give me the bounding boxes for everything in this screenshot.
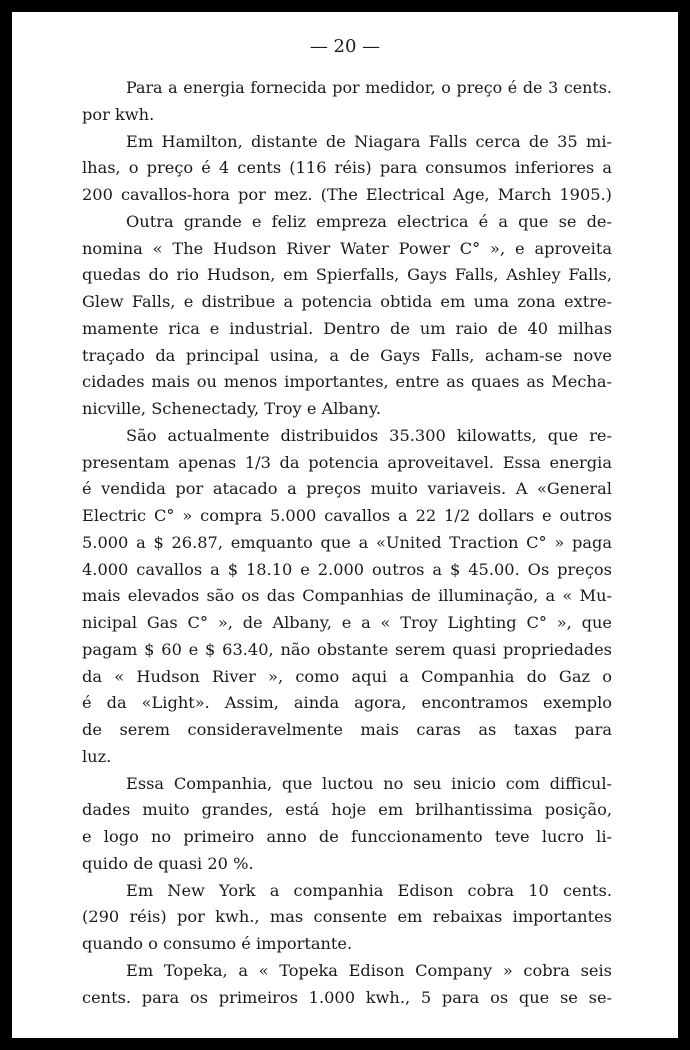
text-line: Outra grande e feliz empreza electrica é a que se de- [126, 211, 612, 231]
text-line: presentam apenas 1/3 da potencia aproveitavel. Essa energia [82, 452, 612, 472]
text-line: lhas, o preço é 4 cents (116 réis) para consumos inferiores a [82, 158, 612, 178]
text-line: Em Hamilton, distante de Niagara Falls cerca de 35 mi- [126, 131, 612, 151]
text-line: é vendida por atacado a preços muito variaveis. A «General [82, 479, 612, 499]
text-line: 5.000 a $ 26.87, emquanto que a «United Traction C° » paga [82, 532, 612, 552]
text-line: cents. para os primeiros 1.000 kwh., 5 para os que se se- [82, 987, 612, 1007]
text-line: Essa Companhia, que luctou no seu inicio com difficul- [126, 773, 612, 793]
text-line: e logo no primeiro anno de funccionamento teve lucro li- [82, 827, 612, 846]
text-line: (290 réis) por kwh., mas consente em rebaixas importantes [82, 907, 612, 927]
text-line: quido de quasi 20 %. [82, 853, 254, 873]
text-line: nicipal Gas C° », de Albany, e a « Troy Lighting C° », que [82, 613, 612, 632]
text-line: Em Topeka, a « Topeka Edison Company » cobra seis [126, 960, 612, 980]
text-line: nomina « The Hudson River Water Power C° », e aproveita [82, 238, 612, 258]
book-page [12, 12, 678, 1038]
text-line: por kwh. [82, 104, 155, 124]
text-line: 200 cavallos-hora por mez. (The Electrical Age, March 1905.) [82, 185, 612, 204]
text-line: Glew Falls, e distribue a potencia obtida em uma zona extre- [82, 292, 612, 311]
text-line: 4.000 cavallos a $ 18.10 e 2.000 outros a $ 45.00. Os preços [82, 559, 612, 579]
text-line: São actualmente distribuidos 35.300 kilowatts, que re- [126, 425, 612, 445]
text-line: mamente rica e industrial. Dentro de um raio de 40 milhas [82, 318, 612, 338]
text-line: Em New York a companhia Edison cobra 10 cents. [126, 880, 612, 900]
text-line: mais elevados são os das Companhias de illuminação, a « Mu- [82, 586, 612, 606]
text-line: Electric C° » compra 5.000 cavallos a 22 1/2 dollars e outros [82, 506, 612, 525]
text-line: de serem consideravelmente mais caras as taxas para [82, 720, 612, 739]
text-line: quedas do rio Hudson, em Spierfalls, Gays Falls, Ashley Falls, [82, 265, 612, 285]
text-line: pagam $ 60 e $ 63.40, não obstante serem quasi propriedades [82, 639, 612, 659]
text-line: é da «Light». Assim, ainda agora, encontramos exemplo [82, 693, 612, 713]
text-line: nicville, Schenectady, Troy e Albany. [82, 399, 381, 418]
text-line: traçado da principal usina, a de Gays Falls, acham-se nove [82, 345, 612, 365]
text-line: da « Hudson River », como aqui a Companhia do Gaz o [82, 666, 612, 686]
page-number: — 20 — [309, 36, 381, 57]
text-line: luz. [82, 746, 112, 766]
body-text [82, 75, 612, 1011]
text-line: dades muito grandes, está hoje em brilhantissima posição, [82, 800, 612, 820]
text-line: cidades mais ou menos importantes, entre as quaes as Mecha- [82, 372, 612, 392]
text-line: quando o consumo é importante. [82, 934, 353, 953]
text-line: Para a energia fornecida por medidor, o preço é de 3 cents. [126, 78, 612, 97]
